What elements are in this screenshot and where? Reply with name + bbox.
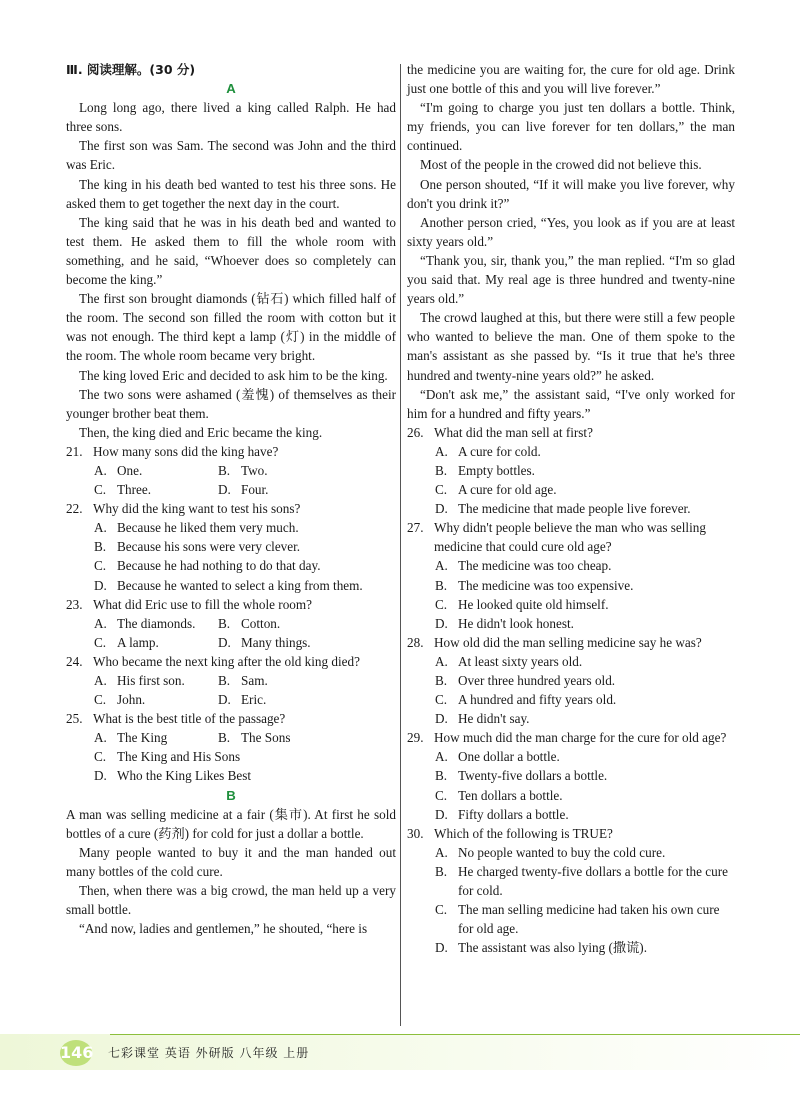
options-row <box>66 671 396 690</box>
option-b: B. Because his sons were very clever. <box>94 539 301 555</box>
option-d: D. The assistant was also lying (撒谎). <box>435 940 647 956</box>
passage-b-paragraph: the medicine you are waiting for, the cure for old age. Drink just one bottle of this and you will live forever.” <box>407 62 735 97</box>
option-d: D. He didn't look honest. <box>435 615 574 631</box>
option-d: D. Many things. <box>218 634 311 650</box>
passage-a-paragraph: The first son was Sam. The second was John and the third was Eric. <box>66 138 396 173</box>
option-d: D. Who the King Likes Best <box>94 768 252 784</box>
option-b: B. Two. <box>218 462 268 478</box>
passage-a-paragraph: Long long ago, there lived a king called Ralph. He had three sons. <box>66 100 396 135</box>
option-a: A. At least sixty years old. <box>435 653 583 669</box>
passage-b-paragraph: “Thank you, sir, thank you,” the man replied. “I'm so glad you said that. My real age is three hundred and twenty-nine years old.” <box>407 252 735 307</box>
passage-b-paragraph: “Don't ask me,” the assistant said, “I've only worked for him for a hundred and fifty years.” <box>407 386 735 421</box>
option-b: B. He charged twenty-five dollars a bottle for the cure for cold. <box>435 863 728 899</box>
option-d: D. Fifty dollars a bottle. <box>435 806 569 822</box>
book-title: 七彩课堂 英语 外研版 八年级 上册 <box>108 1046 310 1060</box>
passage-b-paragraph: “I'm going to charge you just ten dollars a bottle. Think, my friends, you can live forever for ten dollars,” the man continued. <box>407 100 735 154</box>
option-d: D. He didn't say. <box>435 711 530 727</box>
question-23: 23. What did Eric use to fill the whole room? <box>66 596 312 612</box>
question-30: 30. Which of the following is TRUE? <box>407 825 613 841</box>
left-column <box>66 60 396 938</box>
option-c: C. A lamp. <box>94 634 159 650</box>
option-a: A. One dollar a bottle. <box>435 749 560 765</box>
option-d: D. Eric. <box>218 692 267 708</box>
question-24: 24. Who became the next king after the old king died? <box>66 653 360 669</box>
option-d: D. Because he wanted to select a king from them. <box>94 577 363 593</box>
passage-b-paragraph: Many people wanted to buy it and the man handed out many bottles of the cold cure. <box>66 844 396 879</box>
option-b: B. The Sons <box>218 730 291 746</box>
passage-b-paragraph: One person shouted, “If it will make you live forever, why don't you drink it?” <box>407 176 735 211</box>
question-27: 27. Why didn't people believe the man who was selling medicine that could cure old age? <box>407 520 706 555</box>
question-26: 26. What did the man sell at first? <box>407 424 593 440</box>
passage-b-paragraph: A man was selling medicine at a fair (集市). At first he sold bottles of a cure (药剂) for cold for just a dollar a bottle. <box>66 806 396 841</box>
passage-a-paragraph: The first son brought diamonds (钻石) which filled half of the room. The second son filled the room with cotton but it was not enough. The third kept a lamp (灯) in the middle of the room. The whole room became very bright. <box>66 291 396 364</box>
passage-a-label: A <box>226 81 236 97</box>
passage-a-paragraph: The king said that he was in his death bed and wanted to test them. He asked them to fill the whole room with something, and he said, “Whoever does so completely can become the king.” <box>66 214 396 288</box>
passage-b-paragraph: The crowd laughed at this, but there were still a few people who wanted to believe the man. One of them spoke to the man's assistant as she passed by. “Is it true that he's three hundred and twenty-nine years old?” he asked. <box>407 310 735 383</box>
option-b: B. Cotton. <box>218 615 281 631</box>
option-b: B. The medicine was too expensive. <box>435 577 634 593</box>
option-b: B. Sam. <box>218 673 268 688</box>
options-row <box>66 690 396 709</box>
question-25: 25. What is the best title of the passage? <box>66 711 286 727</box>
option-c: C. A hundred and fifty years old. <box>435 692 617 708</box>
option-c: C. John. <box>94 692 146 708</box>
option-c: C. A cure for old age. <box>435 482 557 498</box>
footer-rule <box>110 1034 800 1035</box>
passage-a-paragraph: Then, the king died and Eric became the king. <box>79 424 323 440</box>
option-c: C. The man selling medicine had taken his own cure for old age. <box>435 902 720 937</box>
passage-b-label: B <box>226 787 236 803</box>
option-c: C. Ten dollars a bottle. <box>435 787 563 803</box>
question-29: 29. How much did the man charge for the cure for old age? <box>407 730 727 746</box>
option-a: A. The medicine was too cheap. <box>435 558 612 574</box>
option-b: B. Twenty-five dollars a bottle. <box>435 768 608 784</box>
option-c: C. Because he had nothing to do that day. <box>94 558 321 574</box>
page-number-badge: 146 <box>60 1040 92 1066</box>
option-a: A. One. <box>94 462 143 478</box>
option-c: C. Three. <box>94 482 152 498</box>
option-c: C. He looked quite old himself. <box>435 596 609 612</box>
column-divider <box>400 64 401 1026</box>
option-a: A. No people wanted to buy the cold cure. <box>435 844 666 860</box>
option-a: A. The King <box>94 730 168 746</box>
passage-a-paragraph: The king in his death bed wanted to test his three sons. He asked them to get together the next day in the court. <box>66 176 396 211</box>
passage-b-paragraph: Most of the people in the crowed did not believe this. <box>420 157 702 173</box>
option-b: B. Over three hundred years old. <box>435 673 616 688</box>
right-column <box>407 60 735 957</box>
option-d: D. Four. <box>218 482 269 498</box>
question-28: 28. How old did the man selling medicine say he was? <box>407 634 702 650</box>
options-row <box>66 633 396 652</box>
option-b: B. Empty bottles. <box>435 462 535 478</box>
option-c: C. The King and His Sons <box>94 749 241 765</box>
passage-b-paragraph: Then, when there was a big crowd, the man held up a very small bottle. <box>66 883 396 918</box>
option-d: D. The medicine that made people live forever. <box>435 501 691 517</box>
passage-a-paragraph: The king loved Eric and decided to ask him to be the king. <box>79 367 388 383</box>
question-22: 22. Why did the king want to test his sons? <box>66 501 301 517</box>
options-row <box>66 461 396 480</box>
option-a: A. His first son. <box>94 673 185 688</box>
question-21: 21. How many sons did the king have? <box>66 443 279 459</box>
option-a: A. Because he liked them very much. <box>94 520 299 536</box>
options-row <box>66 480 396 499</box>
option-a: A. The diamonds. <box>94 615 196 631</box>
passage-b-paragraph: Another person cried, “Yes, you look as if you are at least sixty years old.” <box>407 214 735 249</box>
passage-b-paragraph: “And now, ladies and gentlemen,” he shouted, “here is <box>79 921 368 937</box>
options-row <box>66 728 396 747</box>
section-heading: Ⅲ. 阅读理解。(30 分) <box>66 62 196 77</box>
option-a: A. A cure for cold. <box>435 443 541 459</box>
options-row <box>66 614 396 633</box>
passage-a-paragraph: The two sons were ashamed (羞愧) of themselves as their younger brother beat them. <box>66 386 396 421</box>
